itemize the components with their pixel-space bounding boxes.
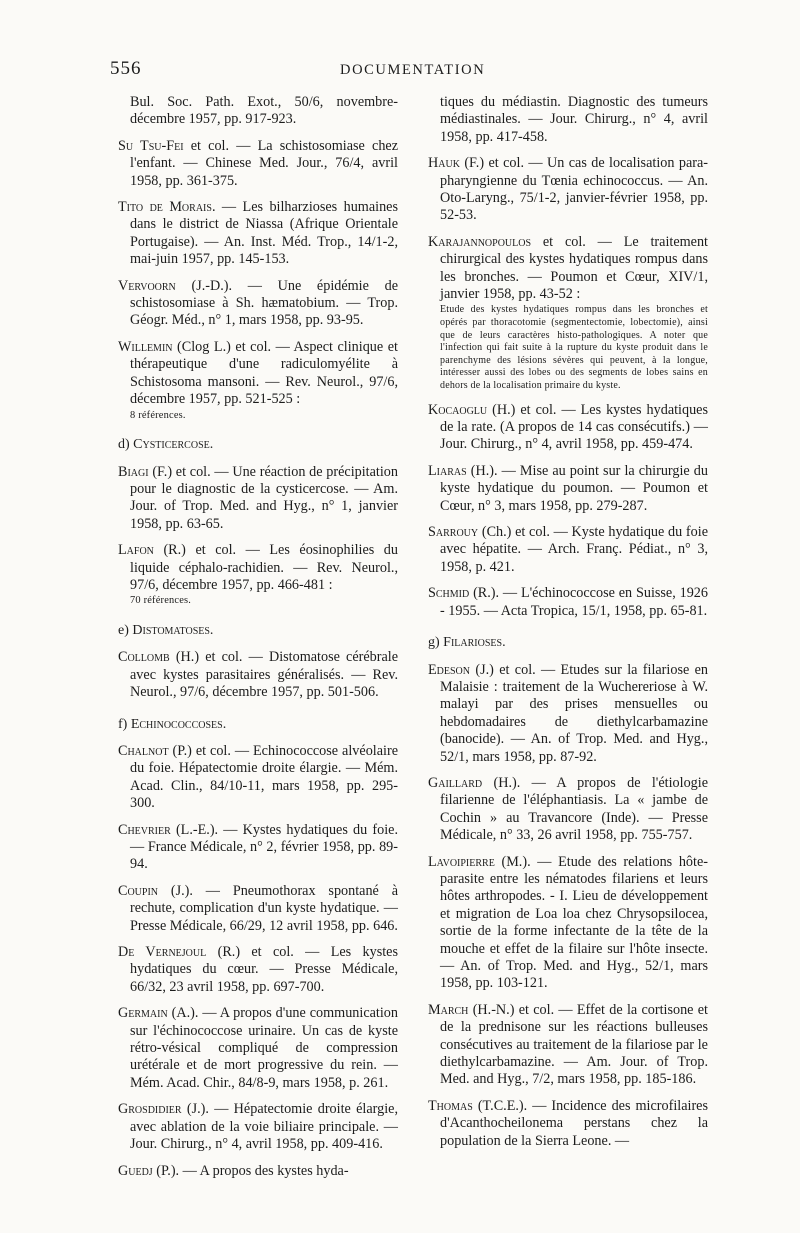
citation-text: (H.-N.) et col. — Effet de la cortisone et de la prednisone sur les réactions bulleuses consécutives au traitement de la filariose par le diethylcarbamazine. — Am. Jour. of Trop. Med. and Hyg., 7/2, mars 1958, pp. 185-186. (440, 1001, 708, 1088)
bibliography-entry (118, 199, 398, 269)
author-name: Grosdidier (118, 1101, 182, 1118)
bibliography-entry (118, 278, 398, 330)
citation-text: (H.) et col. — Distomatose cérébrale avec kystes parasitaires généralisés. — Rev. Neurol., 97/6, décembre 1957, pp. 501-506. (130, 649, 398, 701)
author-name: Edeson (428, 661, 471, 678)
author-name: Germain (118, 1005, 168, 1022)
section-heading (118, 436, 398, 453)
citation-text: et col. — Le traitement chirurgical des kystes hydatiques rompus dans les bronches. — Poumon et Cœur, XIV/1, janvier 1958, pp. 43-52 : (440, 233, 708, 303)
author-name: Thomas (428, 1097, 473, 1114)
bibliography-entry (118, 743, 398, 813)
page-number: 556 (110, 58, 142, 79)
citation-text: (Ch.) et col. — Kyste hydatique du foie avec hépatite. — Arch. Franç. Pédiat., n° 3, 1958, p. 421. (440, 524, 708, 575)
citation-text: (J.). — Pneumothorax spontané à rechute, complication d'un kyste hydatique. — Presse Médicale, 66/29, 12 avril 1958, pp. 646. (130, 882, 398, 934)
section-label: f) (118, 716, 128, 732)
author-name: Biagi (118, 463, 149, 480)
page-header (110, 58, 710, 86)
citation-text: (F.) et col. — Un cas de localisation para-pharyngienne du Tœnia echinococcus. — An. Oto-Laryng., 75/1-2, janvier-février 1958, pp. 52-53. (440, 155, 708, 224)
section-heading (118, 622, 398, 639)
bibliography-entry (428, 463, 708, 515)
continued-citation: Bul. Soc. Path. Exot., 50/6, novembre-décembre 1957, pp. 917-923. (130, 94, 398, 128)
references-note: 8 références. (130, 409, 186, 421)
author-name: Willemin (118, 338, 173, 355)
bibliography-entry (428, 1098, 708, 1150)
author-name: De Vernejoul (118, 944, 207, 961)
bibliography-entry (428, 402, 708, 454)
author-name: Tito de Morais (118, 199, 212, 216)
bibliography-entry (428, 662, 708, 766)
author-name: Lafon (118, 542, 154, 559)
section-title: Distomatoses. (132, 622, 214, 638)
citation-text: (H.) et col. — Les kystes hydatiques de la rate. (A propos de 14 cas consécutifs.) — Jour. Chirurg., n° 4, avril 1958, pp. 459-474. (440, 401, 708, 453)
abstract-note: Etude des kystes hydatiques rompus dans les bronches et opérés par thoracotomie (segmentectomie, lobectomie), ainsi que de leurs caractères histo-pathologiques. A noter que l'infection qui fait suite à la rupture du kyste produit dans le parenchyme des lésions sévères qui peuvent, à la longue, intéresser aussi des lobes ou des segments de lobes sains en dehors de la localisation primaire du kyste. (440, 304, 708, 392)
citation-text: (P.). — A propos des kystes hyda- (152, 1162, 349, 1179)
citation-text: (H.). — A propos de l'étiologie filarienne de l'éléphantiasis. La « jambe de Cochin » au Travancore (Inde). — Presse Médicale, n° 33, 26 avril 1958, pp. 755-757. (440, 774, 708, 844)
continued-citation: tiques du médiastin. Diagnostic des tumeurs médiastinales. — Jour. Chirurg., n° 4, avril 1958, pp. 417-458. (440, 94, 708, 145)
author-name: Chevrier (118, 821, 171, 838)
author-name: Collomb (118, 649, 170, 666)
bibliography-entry (118, 883, 398, 935)
citation-text: (F.) et col. — Une réaction de précipitation pour le diagnostic de la cysticercose. — Am. Jour. of Trop. Med. and Hyg., n° 1, janvier 1958, pp. 63-65. (130, 463, 398, 532)
author-name: Schmid (428, 585, 470, 602)
section-title: Cysticercose. (133, 437, 214, 453)
author-name: Coupin (118, 882, 159, 899)
citation-text: (L.-E.). — Kystes hydatiques du foie. — France Médicale, n° 2, février 1958, pp. 89-94. (130, 821, 398, 873)
section-title: Echinococcoses. (130, 716, 227, 732)
citation-text: (M.). — Etude des relations hôte-parasite entre les nématodes filariens et leurs hôtes arthropodes. - I. Lieu de développement et migration de Loa loa chez Chrysopsilocea, sortie de la forme infectante de la tête de la mouche et effet de la filaire sur l'hôte insecte. — An. of Trop. Med. and Hyg., 52/1, mars 1958, pp. 103-121. (440, 853, 708, 992)
author-name: Liaras (428, 462, 467, 479)
author-name: Chalnot (118, 742, 169, 759)
section-label: g) (428, 635, 440, 651)
author-name: Sarrouy (428, 524, 479, 541)
bibliography-entry (118, 542, 398, 608)
running-title: DOCUMENTATION (340, 62, 486, 78)
citation-text: (R.) et col. — Les kystes hydatiques du cœur. — Presse Médicale, 66/32, 23 avril 1958, pp. 697-700. (130, 944, 399, 995)
author-name: Hauk (428, 155, 460, 172)
bibliography-entry (118, 1005, 398, 1092)
left-column (118, 94, 398, 1189)
bibliography-entry (428, 1002, 708, 1089)
section-title: Filarioses. (443, 635, 506, 651)
bibliography-entry (118, 944, 398, 996)
author-name: Lavoipierre (428, 853, 495, 870)
bibliography-entry (428, 234, 708, 393)
bibliography-entry (118, 649, 398, 701)
citation-text: (R.) et col. — Les éosinophilies du liquide céphalo-rachidien. — Rev. Neurol., 97/6, décembre 1957, pp. 466-481 : (130, 542, 398, 593)
section-heading (428, 634, 708, 651)
citation-text: et col. — La schistosomiase chez l'enfant. — Chinese Med. Jour., 76/4, avril 1958, pp. 361-375. (130, 137, 399, 189)
author-name: Guedj (118, 1162, 153, 1179)
citation-text: (A.). — A propos d'une communication sur l'échinococcose urinaire. Un cas de kyste rétro-vésical compliqué de compression urétérale et de mort progressive du rein. — Mém. Acad. Chir., 84/8-9, mars 1958, p. 261. (130, 1005, 398, 1091)
bibliography-entry (118, 1101, 398, 1153)
citation-text: (T.C.E.). — Incidence des microfilaires d'Acanthocheilonema perstans chez la population de la Sierra Leone. — (440, 1097, 708, 1149)
bibliography-entry (428, 524, 708, 576)
bibliography-entry (428, 585, 708, 620)
citation-text: (J.-D.). — Une épidémie de schistosomiase à Sh. hæmatobium. — Trop. Géogr. Méd., n° 1, mars 1958, pp. 93-95. (130, 277, 398, 329)
bibliography-entry (118, 464, 398, 534)
author-name: Kocaoglu (428, 401, 488, 418)
references-note: 70 références. (130, 595, 192, 607)
bibliography-entry (118, 138, 398, 190)
citation-text: . — Les bilharzioses humaines dans le district de Niassa (Afrique Orientale Portugaise). — An. Inst. Méd. Trop., 14/1-2, mai-juin 1957, pp. 145-153. (130, 199, 398, 268)
bibliography-entry (428, 155, 708, 225)
section-heading (118, 716, 398, 733)
citation-text: (P.) et col. — Echinococcose alvéolaire du foie. Hépatectomie droite élargie. — Mém. Acad. Clin., 84/10-11, mars 1958, pp. 295-300. (130, 742, 398, 812)
section-label: d) (118, 437, 130, 453)
right-column (428, 94, 708, 1159)
bibliography-entry (428, 854, 708, 993)
section-label: e) (118, 622, 129, 638)
author-name: Vervoorn (118, 277, 176, 294)
bibliography-entry (118, 822, 398, 874)
bibliography-entry (118, 1163, 398, 1180)
author-name: Su Tsu-Fei (118, 137, 184, 154)
citation-text: (Clog L.) et col. — Aspect clinique et thérapeutique d'une radiculomyélite à Schistosoma mansoni. — Rev. Neurol., 97/6, décembre 1957, pp. 521-525 : (130, 338, 398, 408)
bibliography-entry (118, 339, 398, 422)
citation-text: (H.). — Mise au point sur la chirurgie du kyste hydatique du poumon. — Poumon et Cœur, n° 3, mars 1958, pp. 279-287. (440, 462, 708, 514)
author-name: March (428, 1001, 469, 1018)
citation-text: (J.). — Hépatectomie droite élargie, avec ablation de la voie biliaire principale. — Jour. Chirurg., n° 4, avril 1958, pp. 409-416. (130, 1101, 398, 1153)
citation-text: (J.) et col. — Etudes sur la filariose en Malaisie : traitement de la Wuchereriose à W. malayi par des prises mensuelles ou hebdomadaires de diethylcarbamazine (banocide). — An. of Trop. Med. and Hyg., 52/1, mars 1958, pp. 87-92. (440, 661, 708, 765)
citation-text: (R.). — L'échinococcose en Suisse, 1926 - 1955. — Acta Tropica, 15/1, 1958, pp. 65-81. (440, 585, 708, 619)
author-name: Karajannopoulos (428, 233, 532, 250)
author-name: Gaillard (428, 774, 483, 791)
bibliography-entry (428, 775, 708, 845)
